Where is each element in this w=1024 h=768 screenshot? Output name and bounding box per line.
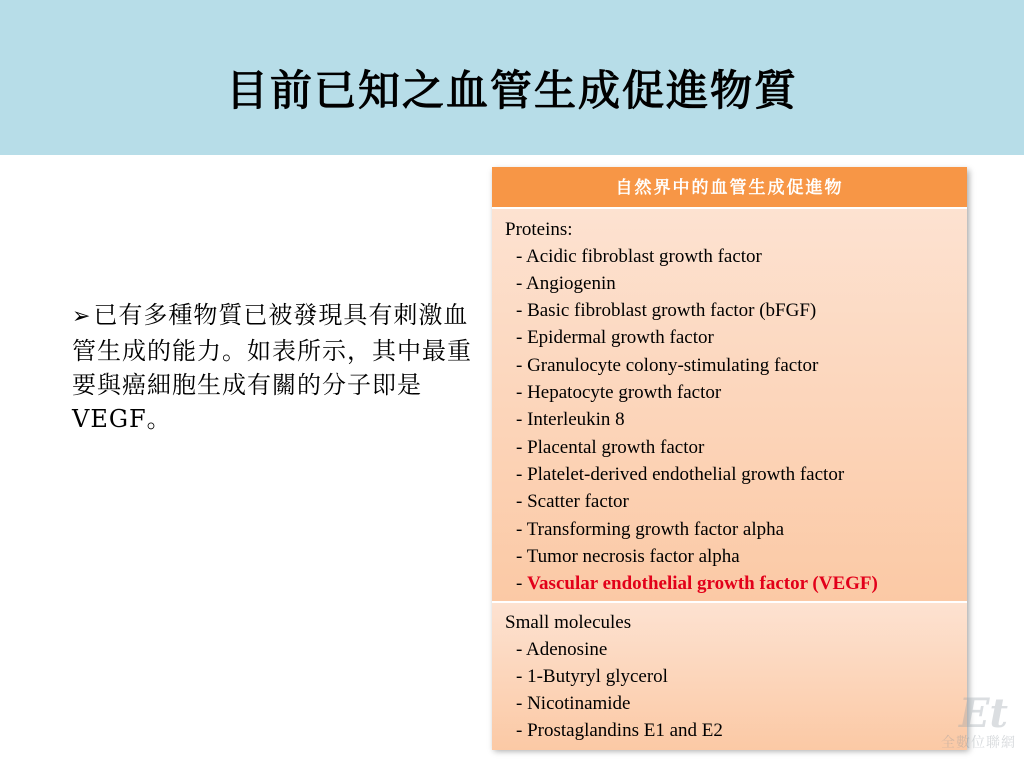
proteins-heading: Proteins: [505,219,573,240]
list-item: - Scatter factor [516,491,629,512]
list-item: - 1-Butyryl glycerol [516,666,668,687]
vegf-dash: - [516,573,528,594]
list-item: - Transforming growth factor alpha [516,519,785,540]
list-item: - Interleukin 8 [516,409,625,430]
slide-title: 目前已知之血管生成促進物質 [225,66,798,115]
watermark-text: 全數位聯網 [941,735,1016,751]
arrow-bullet-icon: ➢ [72,304,92,329]
list-item: - Angiogenin [516,273,616,294]
publisher-logo-watermark [888,690,1016,762]
list-item: - Acidic fibroblast growth factor [516,246,762,267]
list-item: - Nicotinamide [516,693,631,714]
list-item: - Epidermal growth factor [516,327,714,348]
angiogenic-factors-table [492,167,967,748]
list-item: - Granulocyte colony-stimulating factor [516,355,819,376]
bullet-paragraph [72,298,482,436]
proteins-section [492,207,967,601]
small-molecules-heading: Small molecules [505,612,632,633]
list-item: - Adenosine [516,639,608,660]
list-item: - Basic fibroblast growth factor (bFGF) [516,300,817,321]
list-item-vegf [516,570,878,597]
bullet-text: 已有多種物質已被發現具有刺激血管生成的能力。如表所示，其中最重要與癌細胞生成有關的分子即是VEGF。 [72,301,472,433]
list-item: - Prostaglandins E1 and E2 [516,720,723,741]
publisher-logo-icon: Et [959,690,1008,737]
vegf-label: Vascular endothelial growth factor (VEGF) [527,573,878,594]
list-item: - Hepatocyte growth factor [516,382,722,403]
list-item: - Tumor necrosis factor alpha [516,546,740,567]
table-header: 自然界中的血管生成促進物 [492,167,967,207]
list-item: - Platelet-derived endothelial growth factor [516,464,845,485]
list-item: - Placental growth factor [516,437,705,458]
